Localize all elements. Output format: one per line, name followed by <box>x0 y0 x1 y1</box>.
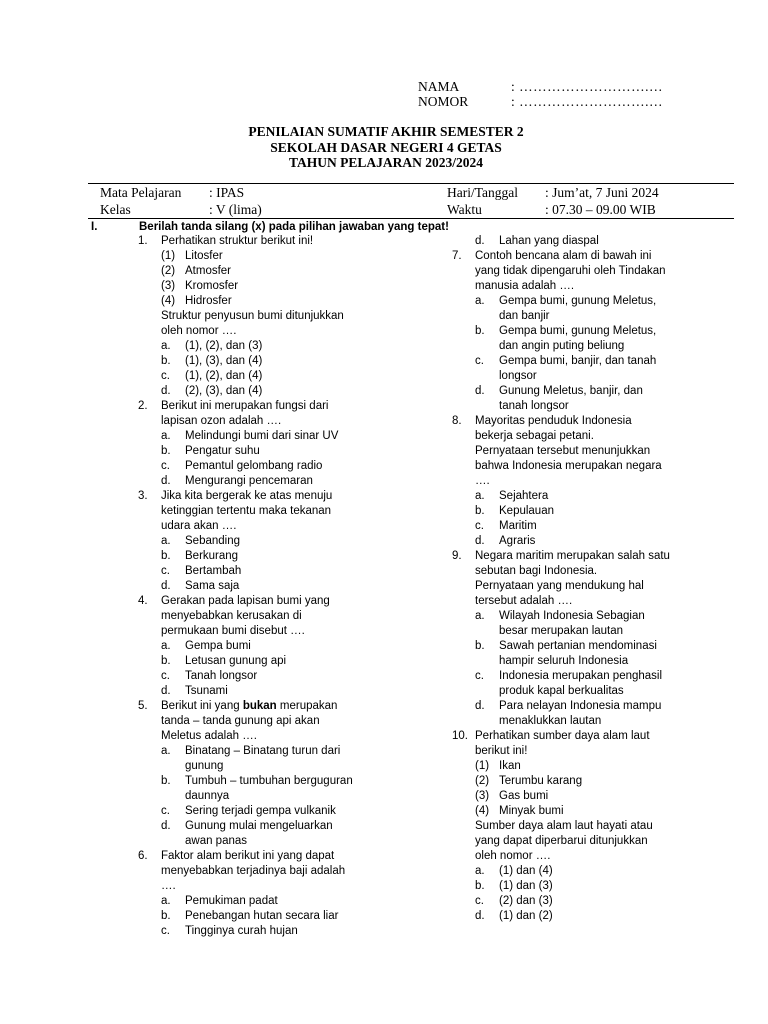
answer-option[interactable] <box>452 909 742 924</box>
option-text: Tingginya curah hujan <box>185 925 298 937</box>
option-letter: b. <box>161 775 171 787</box>
question-text: Mayoritas penduduk Indonesia <box>475 415 632 427</box>
question-text: Negara maritim merupakan salah satu <box>475 550 670 562</box>
question-number: 8. <box>452 415 462 427</box>
option-indent <box>475 369 499 384</box>
answer-option[interactable] <box>138 534 438 549</box>
question-text-line: permukaan bumi disebut …. <box>161 625 305 637</box>
option-text: Indonesia merupakan penghasil <box>499 670 663 682</box>
option-indent <box>161 834 185 849</box>
option-letter: (3) <box>475 790 490 802</box>
option-text: dan angin puting beliung <box>499 340 625 352</box>
answer-option[interactable] <box>138 339 438 354</box>
option-text: Mengurangi pencemaran <box>185 475 313 487</box>
option-text: Tumbuh – tumbuhan berguguran <box>185 775 353 787</box>
option-text: Para nelayan Indonesia mampu <box>499 700 662 712</box>
meta-right <box>447 184 659 218</box>
option-text: Tsunami <box>185 685 228 697</box>
question-stem <box>452 414 742 429</box>
time-label: Waktu <box>447 202 482 217</box>
option-indent <box>161 759 185 774</box>
option-indent <box>475 684 499 699</box>
exam-title <box>0 124 768 171</box>
question-number: 10. <box>452 730 468 742</box>
option-letter: c. <box>161 805 170 817</box>
option-letter: (1) <box>161 250 176 262</box>
question-text <box>161 699 438 714</box>
option-letter: a. <box>475 490 485 502</box>
option-letter: (2) <box>475 775 490 787</box>
option-text: Sawah pertanian mendominasi <box>499 640 657 652</box>
question-text-line: …. <box>161 880 176 892</box>
option-letter: c. <box>475 670 484 682</box>
question-stem <box>138 849 438 864</box>
question-number: 5. <box>138 700 148 712</box>
answer-option[interactable] <box>138 249 438 264</box>
answer-option[interactable] <box>452 789 742 804</box>
question-text-line: menyebabkan terjadinya baji adalah <box>161 865 346 877</box>
option-letter: d. <box>475 385 485 397</box>
answer-option[interactable] <box>138 354 438 369</box>
question-text-line: lapisan ozon adalah …. <box>161 415 282 427</box>
answer-option[interactable] <box>138 264 438 279</box>
question-text-line: manusia adalah …. <box>475 280 575 292</box>
question-text: Perhatikan sumber daya alam laut <box>475 730 650 742</box>
option-letter: (1) <box>475 760 490 772</box>
answer-option[interactable] <box>138 429 438 444</box>
option-letter: d. <box>475 910 485 922</box>
question-stem <box>138 234 438 249</box>
question-text-line: udara akan …. <box>161 520 237 532</box>
option-continuation <box>138 789 438 804</box>
answer-option[interactable] <box>452 234 742 249</box>
question-column-left <box>138 234 438 939</box>
option-letter: d. <box>161 820 171 832</box>
answer-option[interactable] <box>452 894 742 909</box>
question-emphasis: bukan <box>242 700 277 712</box>
option-text: Ikan <box>499 760 521 772</box>
option-text: Gas bumi <box>499 790 549 802</box>
question-text: Perhatikan struktur berikut ini! <box>161 235 314 247</box>
option-text: Litosfer <box>185 250 223 262</box>
answer-option[interactable] <box>138 459 438 474</box>
day-value: : Jum’at, 7 Juni 2024 <box>545 185 659 200</box>
option-text: (1) dan (2) <box>499 910 553 922</box>
answer-option[interactable] <box>138 894 438 909</box>
option-continuation <box>452 369 742 384</box>
question-text-line: bahwa Indonesia merupakan negara <box>475 460 662 472</box>
option-letter: c. <box>161 925 170 937</box>
option-indent <box>475 714 499 729</box>
answer-option[interactable] <box>138 819 438 834</box>
question-text: Gerakan pada lapisan bumi yang <box>161 595 330 607</box>
answer-option[interactable] <box>138 384 438 399</box>
option-letter: a. <box>161 745 171 757</box>
option-indent <box>475 624 499 639</box>
option-letter: d. <box>161 685 171 697</box>
option-text: Gempa bumi, gunung Meletus, <box>499 295 657 307</box>
option-continuation <box>452 309 742 324</box>
option-text: tanah longsor <box>499 400 569 412</box>
option-text: Hidrosfer <box>185 295 232 307</box>
option-letter: c. <box>161 670 170 682</box>
option-letter: a. <box>475 610 485 622</box>
option-text: Wilayah Indonesia Sebagian <box>499 610 645 622</box>
answer-option[interactable] <box>452 324 742 339</box>
question-text-line: ketinggian tertentu maka tekanan <box>161 505 332 517</box>
answer-option[interactable] <box>138 579 438 594</box>
option-indent <box>475 399 499 414</box>
option-letter: d. <box>475 235 485 247</box>
option-text: (1), (2), dan (3) <box>185 340 263 352</box>
option-text: Melindungi bumi dari sinar UV <box>185 430 339 442</box>
option-letter: b. <box>475 505 485 517</box>
option-letter: d. <box>475 700 485 712</box>
question-number: 9. <box>452 550 462 562</box>
option-text: Tanah longsor <box>185 670 258 682</box>
option-continuation <box>452 684 742 699</box>
answer-option[interactable] <box>452 534 742 549</box>
answer-option[interactable] <box>452 489 742 504</box>
time-value: : 07.30 – 09.00 WIB <box>545 202 656 217</box>
option-indent <box>161 789 185 804</box>
subject-label: Mata Pelajaran <box>100 185 182 200</box>
answer-option[interactable] <box>452 864 742 879</box>
option-indent <box>475 339 499 354</box>
answer-option[interactable] <box>138 909 438 924</box>
answer-option[interactable] <box>452 354 742 369</box>
answer-option[interactable] <box>138 549 438 564</box>
question-text-line: sebutan bagi Indonesia. <box>475 565 598 577</box>
answer-option[interactable] <box>138 564 438 579</box>
question-text: Contoh bencana alam di bawah ini <box>475 250 652 262</box>
question-text-line: bekerja sebagai petani. <box>475 430 594 442</box>
answer-option[interactable] <box>452 774 742 789</box>
question-stem <box>138 594 438 609</box>
day-label: Hari/Tanggal <box>447 185 519 200</box>
option-letter: (4) <box>161 295 176 307</box>
option-continuation <box>452 654 742 669</box>
option-text: Penebangan hutan secara liar <box>185 910 339 922</box>
option-text: Gempa bumi, banjir, dan tanah <box>499 355 657 367</box>
question-stem <box>138 699 438 714</box>
option-text: awan panas <box>185 835 248 847</box>
student-identity <box>418 79 663 109</box>
question-text-line: yang dapat diperbarui ditunjukkan <box>475 835 648 847</box>
question-number: 7. <box>452 250 462 262</box>
option-letter: a. <box>475 295 485 307</box>
option-letter: (2) <box>161 265 176 277</box>
option-text: (1) dan (4) <box>499 865 553 877</box>
answer-option[interactable] <box>452 879 742 894</box>
answer-option[interactable] <box>452 384 742 399</box>
question-text-line: tersebut adalah …. <box>475 595 573 607</box>
question-text-line: yang tidak dipengaruhi oleh Tindakan <box>475 265 666 277</box>
option-text: Gunung Meletus, banjir, dan <box>499 385 643 397</box>
option-continuation <box>452 714 742 729</box>
option-letter: (3) <box>161 280 176 292</box>
option-text: Maritim <box>499 520 537 532</box>
option-continuation <box>138 834 438 849</box>
option-text: hampir seluruh Indonesia <box>499 655 629 667</box>
question-text-line: berikut ini! <box>475 745 528 757</box>
option-letter: d. <box>161 385 171 397</box>
answer-option[interactable] <box>452 519 742 534</box>
question-stem <box>138 399 438 414</box>
option-letter: a. <box>161 640 171 652</box>
option-text: besar merupakan lautan <box>499 625 624 637</box>
option-letter: b. <box>475 880 485 892</box>
option-text: Minyak bumi <box>499 805 564 817</box>
section-instruction: Berilah tanda silang (x) pada pilihan jawaban yang tepat! <box>139 221 449 233</box>
option-letter: d. <box>161 580 171 592</box>
option-indent <box>475 654 499 669</box>
option-text: (2) dan (3) <box>499 895 553 907</box>
option-letter: b. <box>161 910 171 922</box>
answer-option[interactable] <box>452 639 742 654</box>
subject-value: : IPAS <box>209 185 245 200</box>
title-line-1: PENILAIAN SUMATIF AKHIR SEMESTER 2 <box>248 124 524 139</box>
option-letter: c. <box>161 370 170 382</box>
option-letter: a. <box>161 535 171 547</box>
question-text: Jika kita bergerak ke atas menuju <box>161 490 333 502</box>
answer-option[interactable] <box>138 804 438 819</box>
option-text: Letusan gunung api <box>185 655 287 667</box>
answer-option[interactable] <box>452 669 742 684</box>
answer-option[interactable] <box>138 924 438 939</box>
question-stem <box>452 729 742 744</box>
option-letter: (4) <box>475 805 490 817</box>
option-text: (1), (2), dan (4) <box>185 370 263 382</box>
answer-option[interactable] <box>452 609 742 624</box>
question-text-pre: Berikut ini yang <box>161 700 243 712</box>
option-letter: b. <box>475 325 485 337</box>
option-letter: a. <box>475 865 485 877</box>
option-letter: b. <box>161 445 171 457</box>
number-label: NOMOR <box>418 94 469 109</box>
option-continuation <box>138 759 438 774</box>
option-indent <box>475 309 499 324</box>
answer-option[interactable] <box>138 444 438 459</box>
option-letter: c. <box>475 520 484 532</box>
option-text: Sama saja <box>185 580 240 592</box>
option-text: Gempa bumi, gunung Meletus, <box>499 325 657 337</box>
option-text: dan banjir <box>499 310 550 322</box>
question-text-line: oleh nomor …. <box>475 850 551 862</box>
option-text: Sejahtera <box>499 490 549 502</box>
answer-option[interactable] <box>452 699 742 714</box>
question-number: 1. <box>138 235 148 247</box>
option-text: daunnya <box>185 790 230 802</box>
question-text-line: oleh nomor …. <box>161 325 237 337</box>
answer-option[interactable] <box>138 279 438 294</box>
option-text: longsor <box>499 370 537 382</box>
class-label: Kelas <box>100 202 131 217</box>
question-text-line: Pernyataan yang mendukung hal <box>475 580 644 592</box>
option-text: Agraris <box>499 535 536 547</box>
question-text-line: …. <box>475 475 490 487</box>
answer-option[interactable] <box>138 294 438 309</box>
question-stem <box>452 249 742 264</box>
option-letter: b. <box>161 550 171 562</box>
option-text: menaklukkan lautan <box>499 715 602 727</box>
option-letter: b. <box>475 640 485 652</box>
option-text: Atmosfer <box>185 265 232 277</box>
question-text-post: merupakan <box>276 700 338 712</box>
option-text: gunung <box>185 760 224 772</box>
option-continuation <box>452 339 742 354</box>
option-text: Sebanding <box>185 535 240 547</box>
option-letter: c. <box>475 895 484 907</box>
section-number: I. <box>91 221 98 233</box>
answer-option[interactable] <box>138 474 438 489</box>
section-heading <box>91 221 449 233</box>
question-stem <box>452 549 742 564</box>
option-letter: a. <box>161 895 171 907</box>
option-text: Pemantul gelombang radio <box>185 460 323 472</box>
option-continuation <box>452 399 742 414</box>
option-text: produk kapal berkualitas <box>499 685 624 697</box>
option-letter: c. <box>475 355 484 367</box>
question-stem <box>138 489 438 504</box>
answer-option[interactable] <box>452 504 742 519</box>
option-letter: d. <box>475 535 485 547</box>
option-text: (1) dan (3) <box>499 880 553 892</box>
answer-option[interactable] <box>138 744 438 759</box>
answer-option[interactable] <box>138 684 438 699</box>
title-line-3: TAHUN PELAJARAN 2023/2024 <box>288 155 483 170</box>
option-text: Kromosfer <box>185 280 239 292</box>
answer-option[interactable] <box>138 369 438 384</box>
number-field[interactable]: : ……………………….… <box>511 94 664 109</box>
option-text: Terumbu karang <box>499 775 583 787</box>
question-text-line: Meletus adalah …. <box>161 730 257 742</box>
option-text: Pemukiman padat <box>185 895 278 907</box>
answer-option[interactable] <box>138 654 438 669</box>
option-text: Lahan yang diaspal <box>499 235 599 247</box>
question-text: Faktor alam berikut ini yang dapat <box>161 850 335 862</box>
class-value: : V (lima) <box>209 202 262 217</box>
option-text: (2), (3), dan (4) <box>185 385 263 397</box>
option-letter: b. <box>161 655 171 667</box>
question-text-line: Pernyataan tersebut menunjukkan <box>475 445 651 457</box>
option-text: Pengatur suhu <box>185 445 260 457</box>
option-letter: c. <box>161 460 170 472</box>
option-text: Kepulauan <box>499 505 554 517</box>
option-letter: d. <box>161 475 171 487</box>
answer-option[interactable] <box>452 759 742 774</box>
question-number: 6. <box>138 850 148 862</box>
option-text: Sering terjadi gempa vulkanik <box>185 805 336 817</box>
question-text-line: Struktur penyusun bumi ditunjukkan <box>161 310 344 322</box>
option-letter: a. <box>161 340 171 352</box>
question-number: 3. <box>138 490 148 502</box>
meta-left <box>100 184 262 218</box>
answer-option[interactable] <box>138 639 438 654</box>
option-text: Gunung mulai mengeluarkan <box>185 820 333 832</box>
option-letter: a. <box>161 430 171 442</box>
option-text: Berkurang <box>185 550 239 562</box>
question-column-right <box>452 234 742 924</box>
question-text-line: menyebabkan kerusakan di <box>161 610 302 622</box>
question-number: 4. <box>138 595 148 607</box>
answer-option[interactable] <box>138 669 438 684</box>
option-text: Bertambah <box>185 565 242 577</box>
name-label: NAMA <box>418 79 460 94</box>
option-text: Gempa bumi <box>185 640 251 652</box>
question-text: Berikut ini merupakan fungsi dari <box>161 400 329 412</box>
answer-option[interactable] <box>452 294 742 309</box>
name-field[interactable]: : ……………………….… <box>511 79 664 94</box>
option-text: (1), (3), dan (4) <box>185 355 263 367</box>
divider-bottom <box>88 218 734 219</box>
question-text-line: tanda – tanda gunung api akan <box>161 715 320 727</box>
option-letter: b. <box>161 355 171 367</box>
answer-option[interactable] <box>452 804 742 819</box>
option-text: Binatang – Binatang turun dari <box>185 745 341 757</box>
title-line-2: SEKOLAH DASAR NEGERI 4 GETAS <box>270 139 502 155</box>
answer-option[interactable] <box>138 774 438 789</box>
option-continuation <box>452 624 742 639</box>
question-number: 2. <box>138 400 148 412</box>
option-letter: c. <box>161 565 170 577</box>
question-text-line: Sumber daya alam laut hayati atau <box>475 820 653 832</box>
